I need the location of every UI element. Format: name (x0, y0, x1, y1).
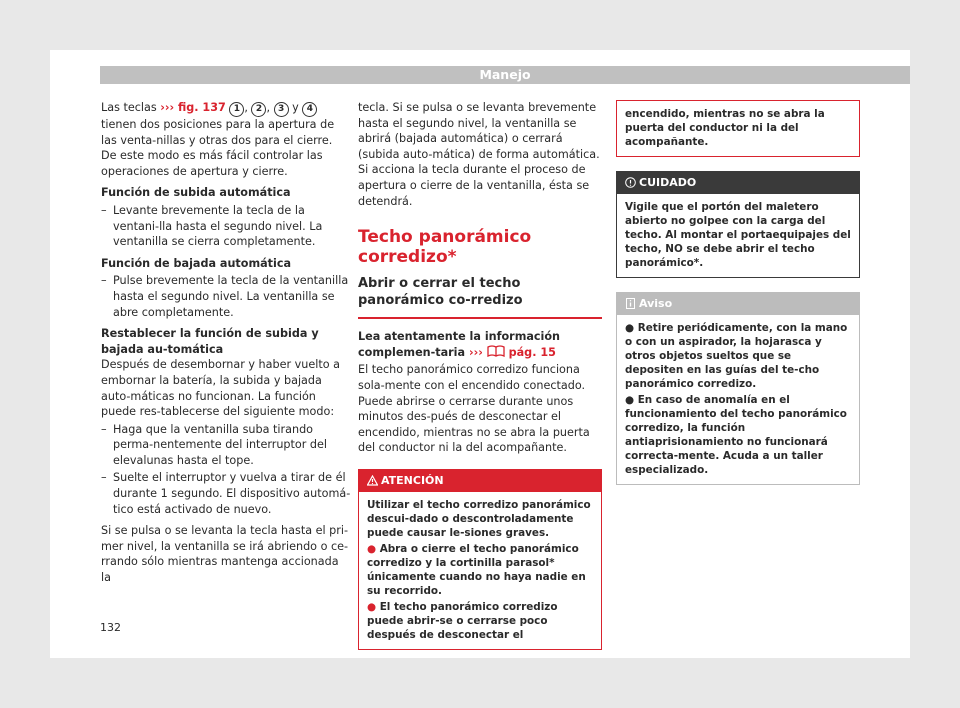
key-number-3: 3 (274, 102, 289, 117)
warning-box-continued: encendido, mientras no se abra la puerta del conductor ni la del acompañante. (616, 100, 860, 157)
list-item: – Suelte el interruptor y vuelva a tirar de él durante 1 segundo. El dispositivo automá-tico está activado de nuevo. (101, 471, 351, 516)
page (50, 50, 910, 658)
section-title: Techo panorámico corredizo* (358, 227, 532, 268)
read-info-line: Lea atentamente la información complemen-taria ››› pág. 15 (358, 330, 561, 359)
notice-box (616, 292, 860, 485)
warning-bullet: ● El techo panorámico corredizo puede abrir-se o cerrarse poco después de desconectar el (367, 600, 558, 641)
continued-paragraph: tecla. Si se pulsa o se levanta brevemente hasta el segundo nivel, la ventanilla se abrirá (bajada automática) o cerrará (subida auto-mática) de forma automática. Si acciona la tecla durante el proceso de apertura o cierre de la ventanilla, ésta se detendrá. (358, 101, 600, 208)
restablecer-text: Después de desembornar y haber vuelto a embornar la batería, la subida y bajada auto-máticas no funcionan. La función puede res-tablecerse del siguiente modo: (101, 358, 340, 419)
key-number-1: 1 (229, 102, 244, 117)
notice-title: Aviso (639, 297, 673, 310)
column-2 (358, 100, 602, 650)
column-3 (616, 100, 860, 485)
body-paragraph: El techo panorámico corredizo funciona sola-mente con el encendido conectado. Puede abrirse o cerrarse durante unos minutos des-pués de desconectar el encendido, mientras no se abra la puerta del conductor ni la del acompañante. (358, 363, 590, 455)
info-circle-icon (625, 177, 636, 188)
list-item: – Levante brevemente la tecla de la ventani-lla hasta el segundo nivel. La ventanilla se cierra completamente. (101, 203, 323, 249)
warning-intro: Utilizar el techo corredizo panorámico descui-dado o descontroladamente puede causar le-siones graves. (367, 498, 591, 539)
warning-bullet: ● Abra o cierre el techo panorámico corredizo y la cortinilla parasol* únicamente cuando no haya nadie en su recorrido. (367, 542, 586, 597)
list-item: – Pulse brevemente la tecla de la ventanilla hasta el segundo nivel. La ventanilla se abre completamente. (101, 274, 349, 319)
column-1 (101, 100, 351, 592)
heading-restablecer: Restablecer la función de subida y bajada au-tomática (101, 327, 319, 356)
warning-box (358, 469, 602, 650)
page-number: 132 (100, 621, 121, 634)
caution-box (616, 171, 860, 278)
list-item: – Haga que la ventanilla suba tirando perma-nentemente del interruptor del elevalunas hasta el tope. (101, 422, 327, 467)
key-number-4: 4 (302, 102, 317, 117)
warning-triangle-icon (367, 475, 378, 486)
page-reference-link[interactable]: ››› pág. 15 (468, 345, 556, 359)
caution-title: CUIDADO (639, 176, 697, 189)
heading-subida: Función de subida automática (101, 186, 291, 200)
notice-bullet: ● En caso de anomalía en el funcionamiento del techo panorámico corredizo, la función antiaprisionamiento no funcionará correcta-mente. Acuda a un taller especializado. (625, 394, 847, 476)
figure-reference-link[interactable]: ››› fig. 137 (160, 101, 226, 114)
warning-title: ATENCIÓN (381, 473, 444, 487)
page-header: Manejo (100, 66, 910, 84)
heading-bajada: Función de bajada automática (101, 256, 292, 270)
notice-bullet: ● Retire periódicamente, con la mano o con un aspirador, la hojarasca y otros objetos sueltos que se depositen en las guías del te-cho panorámico corredizo. (625, 322, 848, 390)
book-icon (487, 345, 505, 357)
intro-paragraph: Las teclas ››› fig. 137 1 , 2 , 3 y 4 tienen dos posiciones para la apertura de las venta-nillas y otras dos para el cierre. De este modo es más fácil controlar las operaciones de apertura y cierre. (101, 101, 335, 178)
caution-text: Vigile que el portón del maletero abierto no golpee con la carga del techo. Al montar el portaequipajes del techo, NO se debe abrir el techo panorámico*. (625, 201, 851, 269)
key-number-2: 2 (251, 102, 266, 117)
subsection-title: Abrir o cerrar el techo panorámico co-rredizo (358, 275, 602, 319)
final-paragraph: Si se pulsa o se levanta la tecla hasta el pri-mer nivel, la ventanilla se irá abriendo o ce-rrando sólo mientras mantenga accionada la (101, 524, 349, 585)
info-icon (625, 298, 636, 309)
